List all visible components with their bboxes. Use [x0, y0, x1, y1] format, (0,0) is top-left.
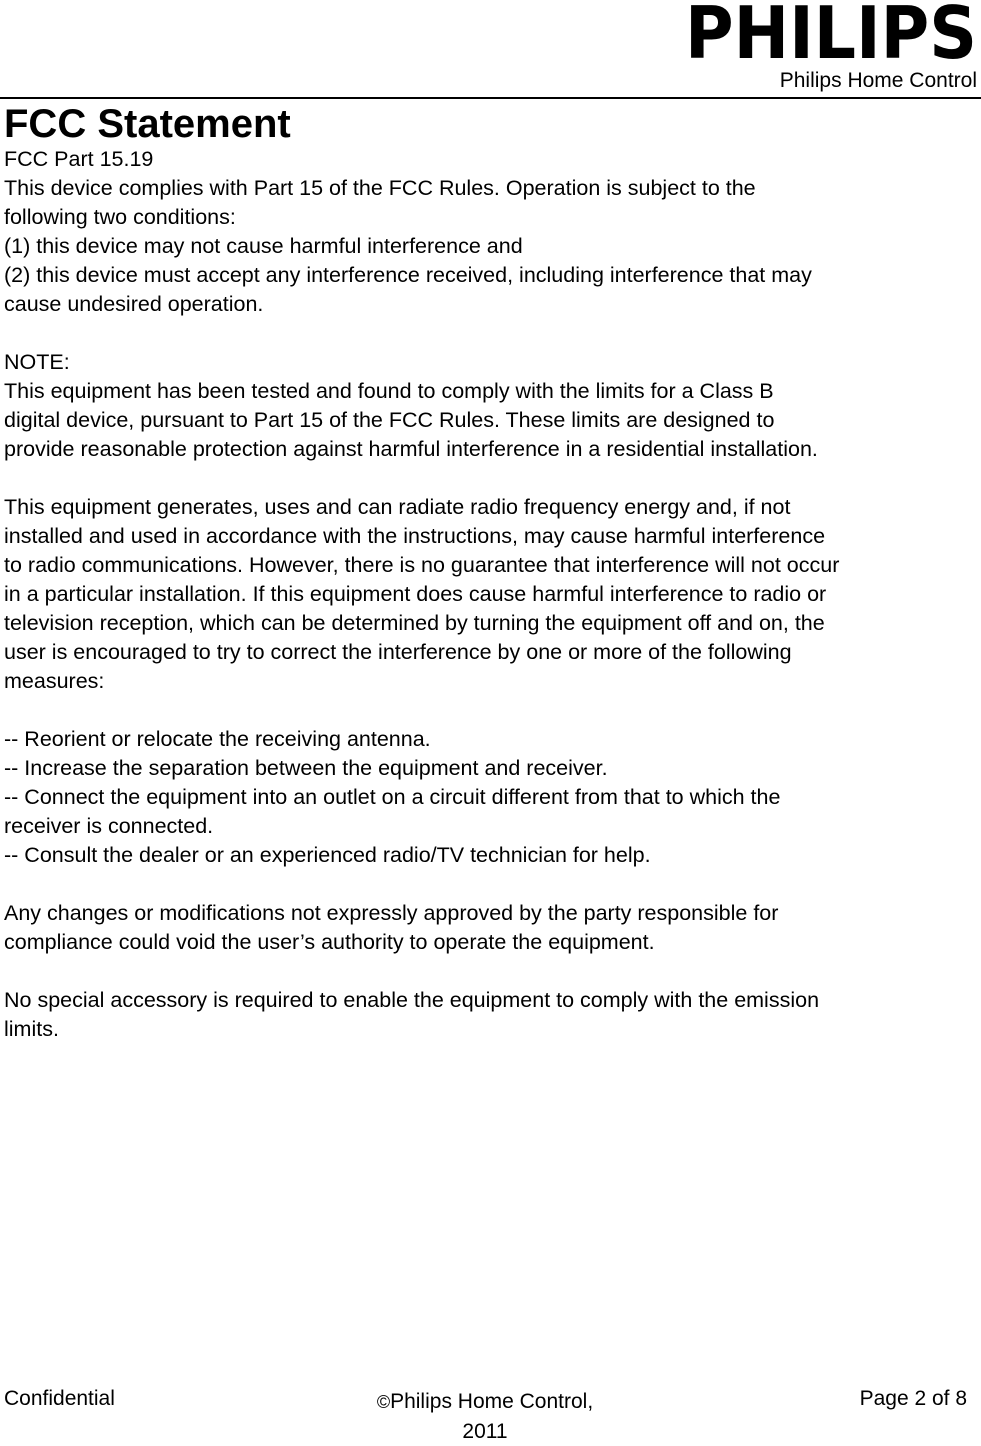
- blank-line: [4, 870, 839, 899]
- body-line: in a particular installation. If this equipment does cause harmful interference to radio or: [4, 582, 827, 606]
- philips-logo: [683, 4, 979, 64]
- body-line: This device complies with Part 15 of the FCC Rules. Operation is subject to the: [4, 176, 756, 200]
- body-line: provide reasonable protection against harmful interference in a residential installation.: [4, 437, 818, 461]
- body-line: compliance could void the user’s authority to operate the equipment.: [4, 930, 655, 954]
- header-divider: [0, 97, 981, 99]
- body-line: (2) this device must accept any interference received, including interference that may: [4, 263, 812, 287]
- footer-confidential: Confidential: [4, 1387, 115, 1410]
- body-line: FCC Part 15.19: [4, 147, 154, 171]
- blank-line: [4, 696, 839, 725]
- body-line: NOTE:: [4, 350, 70, 374]
- body-line: receiver is connected.: [4, 814, 214, 838]
- page-title: FCC Statement: [4, 102, 291, 146]
- copyright-icon: ©: [376, 1392, 391, 1412]
- body-line: following two conditions:: [4, 205, 236, 229]
- philips-logo-text: PHILIPS: [685, 4, 977, 64]
- body-line: measures:: [4, 669, 105, 693]
- footer-copyright-line2: 2011: [462, 1420, 508, 1443]
- body-line: limits.: [4, 1017, 59, 1041]
- footer-copyright-line1: Philips Home Control,: [390, 1390, 594, 1413]
- body-line: -- Reorient or relocate the receiving antenna.: [4, 727, 431, 751]
- blank-line: [4, 957, 839, 986]
- body-line: television reception, which can be determined by turning the equipment off and on, the: [4, 611, 825, 635]
- blank-line: [4, 464, 839, 493]
- body-line: Any changes or modifications not expressly approved by the party responsible for: [4, 901, 779, 925]
- body-line: This equipment has been tested and found to comply with the limits for a Class B: [4, 379, 774, 403]
- body-line: digital device, pursuant to Part 15 of the FCC Rules. These limits are designed to: [4, 408, 775, 432]
- body-line: No special accessory is required to enable the equipment to comply with the emission: [4, 988, 820, 1012]
- footer-copyright: [330, 1387, 640, 1446]
- body-line: user is encouraged to try to correct the interference by one or more of the following: [4, 640, 792, 664]
- footer-page-number: Page 2 of 8: [859, 1387, 967, 1410]
- blank-line: [4, 319, 839, 348]
- body-line: cause undesired operation.: [4, 292, 264, 316]
- body-line: -- Consult the dealer or an experienced radio/TV technician for help.: [4, 843, 651, 867]
- body-line: -- Connect the equipment into an outlet on a circuit different from that to which the: [4, 785, 781, 809]
- body-line: installed and used in accordance with the instructions, may cause harmful interference: [4, 524, 826, 548]
- body-line: -- Increase the separation between the equipment and receiver.: [4, 756, 608, 780]
- company-name: Philips Home Control: [779, 69, 977, 92]
- document-body: [4, 145, 839, 1044]
- body-line: to radio communications. However, there is no guarantee that interference will not occur: [4, 553, 840, 577]
- body-line: (1) this device may not cause harmful interference and: [4, 234, 523, 258]
- body-line: This equipment generates, uses and can radiate radio frequency energy and, if not: [4, 495, 791, 519]
